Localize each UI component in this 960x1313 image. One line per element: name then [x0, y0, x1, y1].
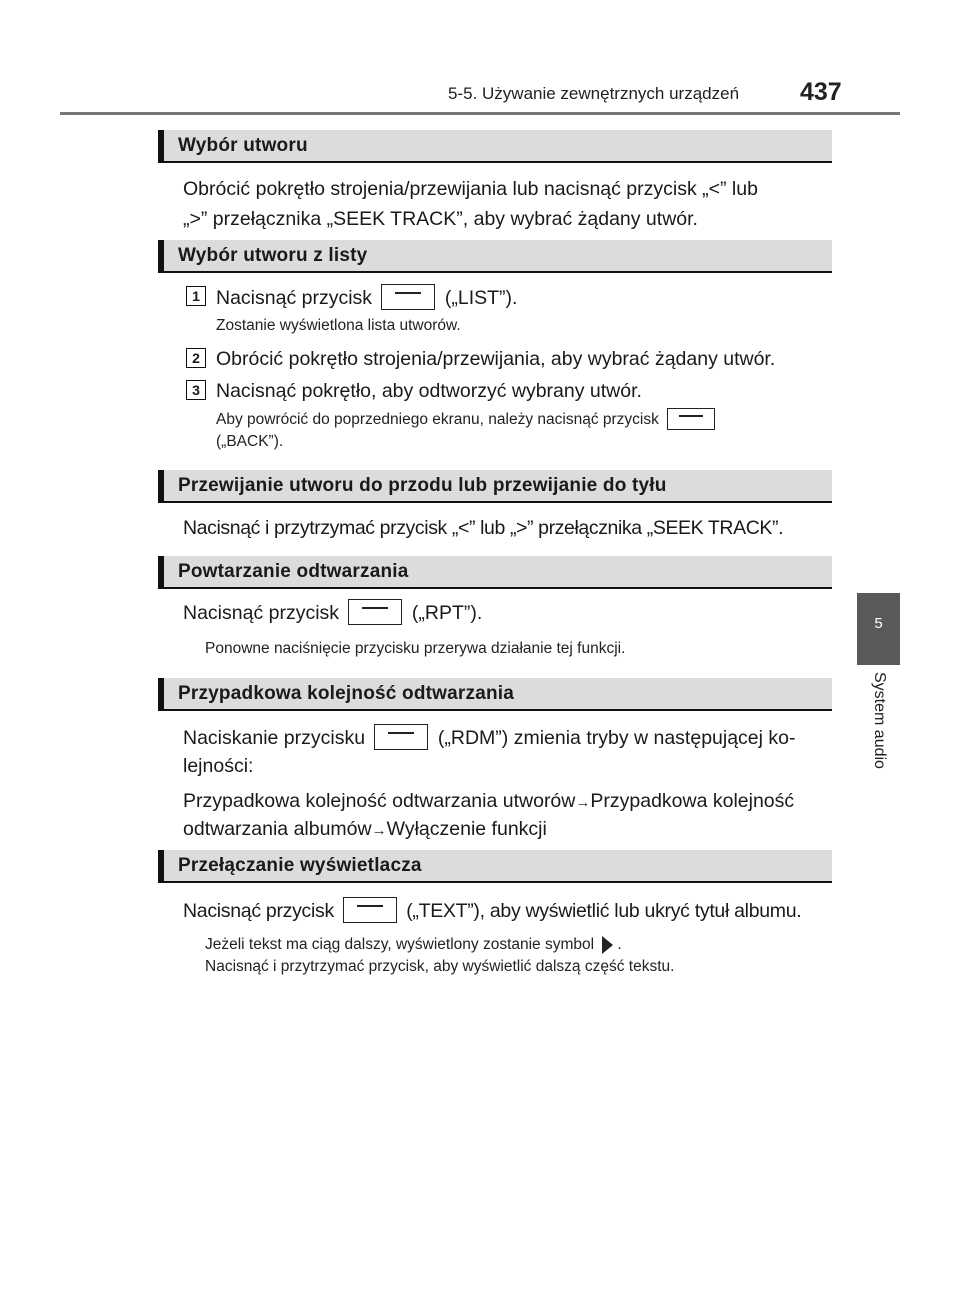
section-heading [158, 850, 832, 883]
section-heading [158, 240, 832, 273]
paragraph: Nacisnąć i przytrzymać przycisk „<” lub „>” przełącznika „SEEK TRACK”. [183, 517, 784, 539]
step-number: 2 [186, 348, 206, 368]
text-start: Naciskanie przycisku [183, 727, 366, 749]
arrow-right-icon: → [575, 794, 591, 811]
arrow-right-icon: → [371, 822, 387, 839]
step-number: 3 [186, 380, 206, 400]
text-end: („TEXT”), aby wyświetlić lub ukryć tytuł albumu. [406, 900, 802, 922]
section-title: Przypadkowa kolejność odtwarzania [178, 683, 515, 704]
note: Ponowne naciśnięcie przycisku przerywa działanie tej funkcji. [205, 640, 626, 657]
section-heading [158, 470, 832, 503]
step-text-start: Nacisnąć przycisk [216, 287, 373, 309]
rdm-button-icon [374, 724, 428, 750]
note-text: Aby powrócić do poprzedniego ekranu, należy nacisnąć przycisk [216, 411, 659, 429]
step-text: Nacisnąć pokrętło, aby odtworzyć wybrany utwór. [216, 380, 642, 402]
continue-arrow-icon [602, 936, 613, 954]
section-title: Przewijanie utworu do przodu lub przewijanie do tyłu [178, 475, 667, 496]
text-button-icon [343, 897, 397, 923]
section-heading [158, 130, 832, 163]
step-text [216, 282, 832, 314]
mode-2-cont: odtwarzania albumów [183, 818, 372, 840]
chapter-heading: 5-5. Używanie zewnętrznych urządzeń [448, 84, 740, 103]
section-title: Wybór utworu [178, 135, 308, 156]
paragraph: „>” przełącznika „SEEK TRACK”, aby wybrać żądany utwór. [183, 208, 698, 230]
step-text: Obrócić pokrętło strojenia/przewijania, aby wybrać żądany utwór. [216, 348, 776, 370]
note [205, 934, 622, 956]
text-start: Nacisnąć przycisk [183, 602, 340, 624]
paragraph: lejności: [183, 755, 254, 777]
paragraph [183, 895, 831, 927]
text-start: Nacisnąć przycisk [183, 900, 334, 922]
note-text: Jeżeli tekst ma ciąg dalszy, wyświetlony zostanie symbol [205, 936, 595, 953]
paragraph [183, 813, 831, 847]
rpt-button-icon [348, 599, 402, 625]
step-number: 1 [186, 286, 206, 306]
chapter-side-label-text: System audio [871, 672, 888, 769]
text-end: („RPT”). [411, 602, 483, 624]
section-title: Wybór utworu z listy [178, 245, 368, 266]
step-text-end: („LIST”). [444, 287, 518, 309]
paragraph: Obrócić pokrętło strojenia/przewijania lub nacisnąć przycisk „<” lub [183, 178, 758, 200]
note-text-end: . [617, 936, 622, 953]
list-button-icon [381, 284, 435, 310]
step-note: Zostanie wyświetlona lista utworów. [216, 317, 461, 334]
chapter-side-label [862, 672, 892, 792]
page-number: 437 [800, 78, 842, 106]
step-note [216, 409, 832, 431]
chapter-tab-number: 5 [874, 615, 883, 632]
text-end: („RDM”) zmienia tryby w następującej ko- [437, 727, 796, 749]
note: Nacisnąć i przytrzymać przycisk, aby wyświetlić dalszą część tekstu. [205, 958, 675, 975]
section-heading [158, 678, 832, 711]
chapter-tab [857, 593, 900, 665]
section-heading [158, 556, 832, 589]
mode-3: Wyłączenie funkcji [386, 818, 547, 840]
step-note: („BACK”). [216, 433, 284, 450]
back-button-icon [667, 408, 715, 430]
paragraph [183, 597, 831, 629]
section-title: Przełączanie wyświetlacza [178, 855, 422, 876]
mode-2: Przypadkowa kolejność [590, 790, 795, 812]
section-title: Powtarzanie odtwarzania [178, 561, 409, 582]
mode-1: Przypadkowa kolejność odtwarzania utworów [183, 790, 576, 812]
header-divider [60, 112, 900, 115]
